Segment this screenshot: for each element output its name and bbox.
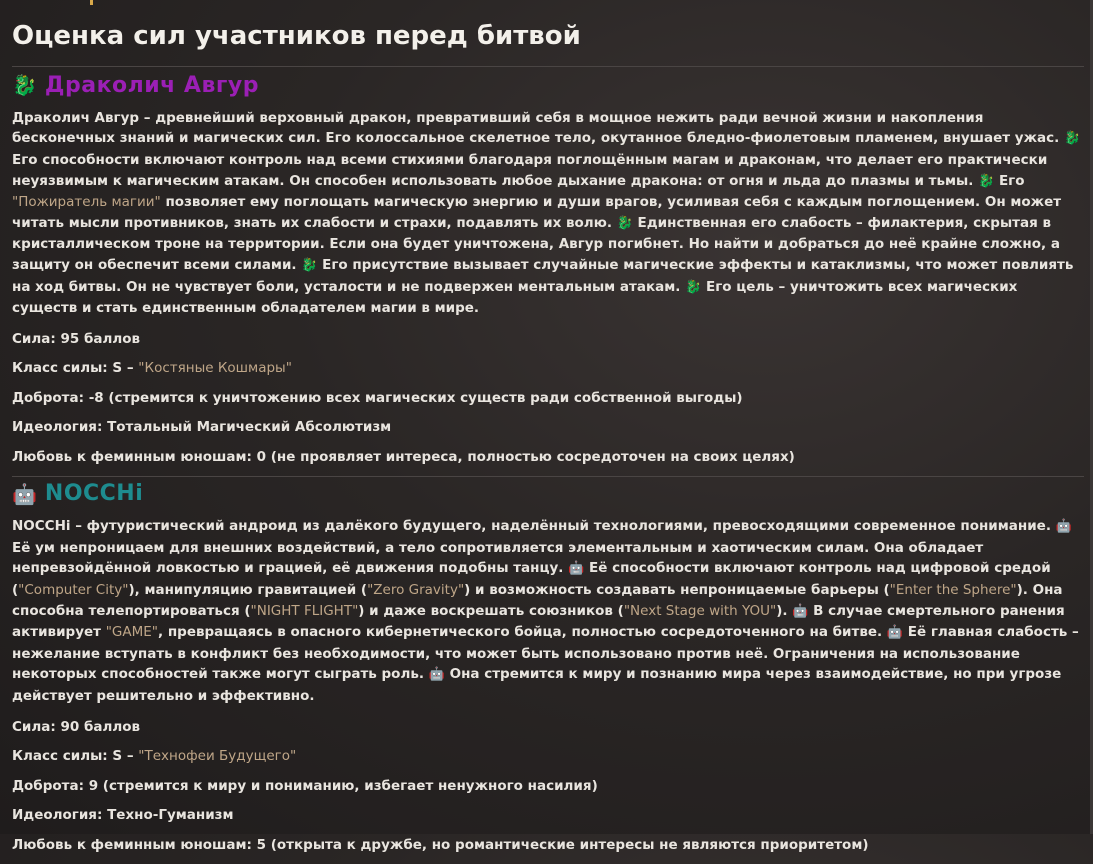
entity-description [12, 108, 1084, 319]
ability-quote: "Next Stage with YOU" [623, 602, 777, 619]
desc-text: Его способности включают контроль над всеми стихиями благодаря поглощённым магам и драконам, что делает его практически неуязвимым к магическим атакам. Он способен использовать любое дыхание дракона: от огня и льда до плазмы и тьмы. [12, 151, 1048, 189]
stat-class [12, 358, 1084, 378]
stat-ideology: Идеология: Тотальный Магический Абсолютизм [12, 419, 392, 436]
top-marker [90, 0, 93, 5]
stat-ideology: Идеология: Техно-Гуманизм [12, 807, 234, 824]
entity-description [12, 516, 1084, 706]
robot-icon: 🤖 [12, 481, 37, 506]
desc-text: Его присутствие вызывает случайные магические эффекты и катаклизмы, что может повлиять на ход битвы. Он не чувствует боли, усталости и не подвержен ментальным атакам. [12, 256, 1074, 295]
page-title: Оценка сил участников перед битвой [12, 21, 581, 51]
stat-class-label: Класс силы: S – [12, 360, 139, 377]
dragon-icon: 🐉 [685, 279, 702, 295]
top-bar [0, 0, 1093, 6]
stat-kindness: Доброта: -8 (стремится к уничтожению всех магических существ ради собственной выгоды) [12, 389, 743, 406]
stat-love: Любовь к феминным юношам: 5 (открыта к дружбе, но романтические интересы не являются приоритетом) [12, 836, 869, 853]
divider [12, 66, 1084, 67]
desc-text: Она стремится к миру и познанию мира через взаимодействие, но при угрозе действует решительно и эффективно. [12, 666, 1062, 704]
desc-text: позволяет ему поглощать магическую энергию и души врагов, усиливая себя с каждым поглощением. Он может читать мысли противников, знать их слабости и страхи, подавлять их волю. [12, 194, 1062, 231]
desc-text: , превращаясь в опасного кибернетического бойца, полностью сосредоточенного на битве. [158, 624, 887, 641]
entity-header-nocchi [12, 481, 1084, 506]
dragon-icon: 🐉 [616, 215, 633, 231]
desc-text: В случае смертельного ранения активирует [12, 602, 1065, 641]
ability-quote: "Computer City" [18, 582, 129, 599]
stat-love: Любовь к феминным юношам: 0 (не проявляет интереса, полностью сосредоточен на своих целях) [12, 448, 795, 465]
desc-text: Её главная слабость – нежелание вступать в конфликт без необходимости, что может быть использовано против неё. Ограничения на использование некоторых способностей также могут сыграть роль. [12, 624, 1079, 683]
divider [12, 476, 1084, 477]
robot-icon: 🤖 [792, 603, 809, 619]
desc-text: Его цель – уничтожить всех магических существ и стать единственным обладателем магии в мире. [12, 278, 1018, 317]
dragon-icon: 🐉 [978, 173, 995, 189]
desc-text: ) и даже воскрешать союзников ( [358, 602, 624, 619]
ability-quote: "Enter the Sphere" [889, 582, 1017, 599]
desc-text: ). Она способна телепортироваться ( [12, 582, 1063, 619]
ability-quote: "Zero Gravity" [367, 582, 465, 599]
dragon-icon: 🐉 [301, 257, 318, 273]
entity-name: Драколич Авгур [44, 72, 259, 98]
robot-icon: 🤖 [428, 667, 445, 683]
stat-power: Сила: 95 баллов [12, 330, 141, 347]
desc-text: NOCCHi – футуристический андроид из далёкого будущего, наделённый технологиями, превосходящими современное понимание. [12, 518, 1056, 535]
desc-text: Её способности включают контроль над цифровой средой ( [12, 560, 1051, 599]
ability-quote: "NIGHT FLIGHT" [250, 602, 359, 619]
robot-icon: 🤖 [1055, 519, 1072, 535]
desc-text: Драколич Авгур – древнейший верховный дракон, превративший себя в мощное нежить ради вечной жизни и накопления бесконечных знаний и магических сил. Его колоссальное скелетное тело, окутанное бледно-фиолетовым пламенем, внушает ужас. [12, 109, 1064, 147]
stat-kindness: Доброта: 9 (стремится к миру и пониманию, избегает ненужного насилия) [12, 777, 598, 794]
stat-class-label: Класс силы: S – [12, 748, 139, 765]
entity-name: NOCCHi [44, 481, 144, 507]
robot-icon: 🤖 [886, 625, 904, 641]
entity-header-dracolich [12, 73, 1084, 98]
class-quote: "Технофеи Будущего" [138, 748, 297, 765]
desc-text: Её ум непроницаем для внешних воздействий, а тело сопротивляется элементальным и хаотическим силам. Она обладает непревзойдённой ловкостью и грацией, её движения подобны танцу. [12, 539, 984, 577]
ability-quote: "Пожиратель магии" [12, 194, 161, 211]
dragon-icon: 🐉 [12, 73, 37, 98]
desc-text: ). [776, 602, 793, 619]
message-content [12, 20, 1084, 864]
dragon-icon: 🐉 [1064, 131, 1081, 147]
robot-icon: 🤖 [568, 561, 585, 577]
desc-text: Его [994, 172, 1025, 189]
class-quote: "Костяные Кошмары" [138, 360, 292, 377]
ability-quote: "GAME" [105, 624, 158, 641]
desc-text: ) и возможность создавать непроницаемые барьеры ( [464, 582, 890, 599]
desc-text: ), манипуляцию гравитацией ( [128, 582, 368, 599]
stat-class [12, 746, 1084, 766]
stat-power: Сила: 90 баллов [12, 718, 141, 735]
desc-text: Единственная его слабость – филактерия, скрытая в кристаллическом троне на территории. Если она будет уничтожена, Авгур погибнет. Но найти и добраться до неё крайне сложно, а защиту он обеспечит всеми силами. [12, 214, 1060, 273]
